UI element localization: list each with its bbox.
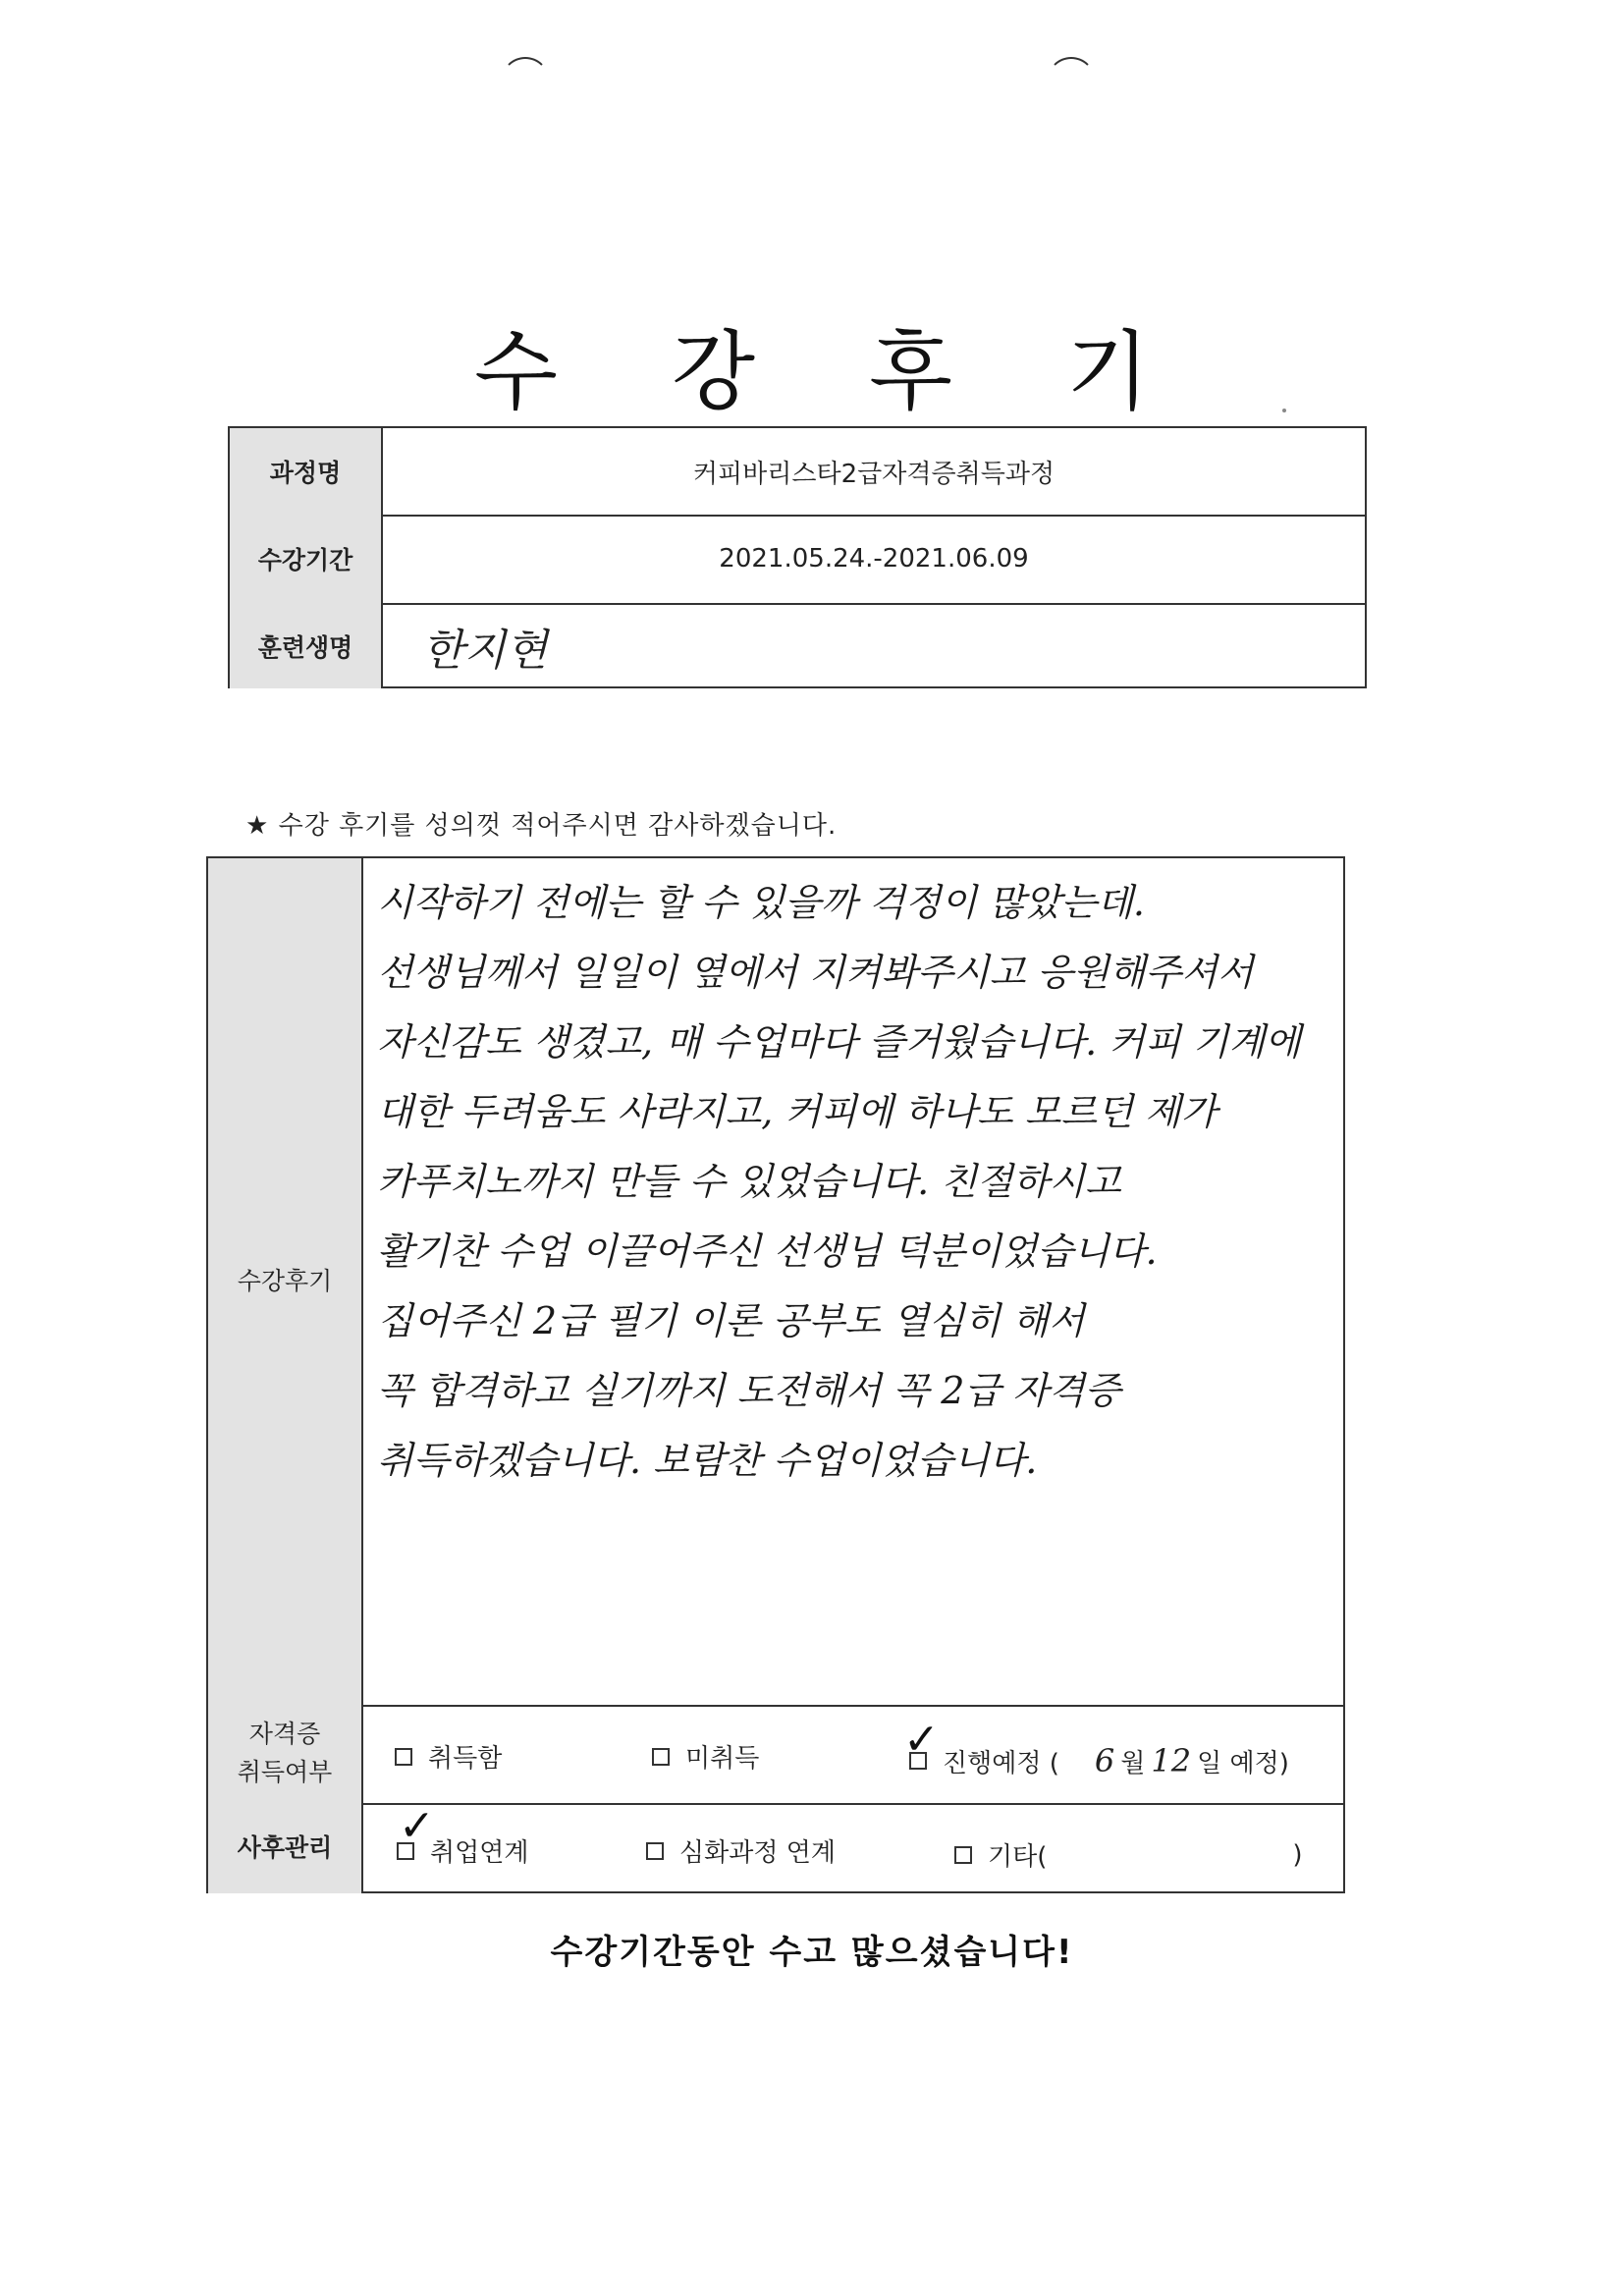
- checkmark-icon: ✓: [399, 1801, 435, 1851]
- review-line: 대한 두려움도 사라지고, 커피에 하나도 모르던 제가: [377, 1090, 1218, 1133]
- cert-option-acquired[interactable]: [395, 1738, 502, 1775]
- review-text: [377, 868, 1320, 1496]
- period-label: 수강기간: [230, 515, 383, 603]
- closing-message: 수강기간동안 수고 많으셨습니다!: [550, 1933, 1074, 1972]
- review-line: 시작하기 전에는 할 수 있을까 걱정이 많았는데.: [377, 881, 1146, 924]
- aftercare-label: 사후관리: [208, 1803, 363, 1893]
- review-line: 활기찬 수업 이끌어주신 선생님 덕분이었습니다.: [377, 1230, 1158, 1273]
- review-line: 선생님께서 일일이 옆에서 지켜봐주시고 응원해주셔서: [377, 951, 1254, 994]
- page-title: 수 강 후 기: [474, 320, 1193, 422]
- trainee-label: 훈련생명: [230, 603, 383, 688]
- punch-hole-left: [501, 57, 550, 106]
- aftercare-option-other[interactable]: [954, 1836, 1303, 1873]
- checkbox[interactable]: [954, 1846, 972, 1864]
- trainee-value: 한지현: [422, 625, 548, 676]
- period-row: [230, 515, 1365, 603]
- checkmark-icon: ✓: [903, 1715, 940, 1765]
- review-label: 수강후기: [208, 858, 363, 1705]
- cert-option-not-acquired-label: 미취득: [685, 1744, 760, 1774]
- trainee-row: [230, 603, 1365, 688]
- instruction-note: ★ 수강 후기를 성의껏 적어주시면 감사하겠습니다.: [245, 811, 838, 841]
- aftercare-option-advanced-label: 심화과정 연계: [679, 1838, 836, 1868]
- cert-option-planned-label: 진행예정 (: [943, 1748, 1059, 1778]
- aftercare-option-advanced[interactable]: [646, 1832, 836, 1869]
- review-table: [206, 856, 1345, 1893]
- review-line: 취득하겠습니다. 보람찬 수업이었습니다.: [377, 1439, 1038, 1482]
- aftercare-option-job-label: 취업연계: [430, 1838, 529, 1868]
- course-info-table: [228, 426, 1367, 688]
- cert-month-unit: 월: [1120, 1748, 1146, 1778]
- cert-label-line2: 취득여부: [237, 1758, 333, 1786]
- review-line: 꼭 합격하고 실기까지 도전해서 꼭 2급 자격증: [377, 1369, 1121, 1412]
- period-value: 2021.05.24.-2021.06.09: [719, 544, 1029, 574]
- cert-label: [208, 1705, 363, 1803]
- cert-option-not-acquired[interactable]: [652, 1738, 759, 1775]
- aftercare-option-other-close: ): [1292, 1839, 1303, 1870]
- course-row: [230, 428, 1365, 515]
- punch-hole-right: [1047, 57, 1096, 106]
- course-label: 과정명: [230, 428, 383, 515]
- cert-label-line1: 자격증: [248, 1720, 321, 1749]
- course-value: 커피바리스타2급자격증취득과정: [692, 459, 1056, 489]
- cert-option-acquired-label: 취득함: [428, 1744, 503, 1774]
- cert-day: 12: [1151, 1742, 1192, 1779]
- review-line: 자신감도 생겼고, 매 수업마다 즐거웠습니다. 커피 기계에: [377, 1020, 1301, 1064]
- checkbox[interactable]: [652, 1748, 670, 1766]
- checkbox[interactable]: [395, 1748, 412, 1766]
- checkbox[interactable]: [646, 1842, 664, 1860]
- aftercare-option-other-label: 기타(: [988, 1842, 1048, 1872]
- cert-month: 6: [1094, 1742, 1115, 1779]
- cert-day-unit: 일 예정): [1197, 1748, 1289, 1778]
- review-line: 집어주신 2급 필기 이론 공부도 열심히 해서: [377, 1299, 1085, 1342]
- cert-option-planned[interactable]: [909, 1742, 1289, 1779]
- review-line: 카푸치노까지 만들 수 있었습니다. 친절하시고: [377, 1160, 1121, 1203]
